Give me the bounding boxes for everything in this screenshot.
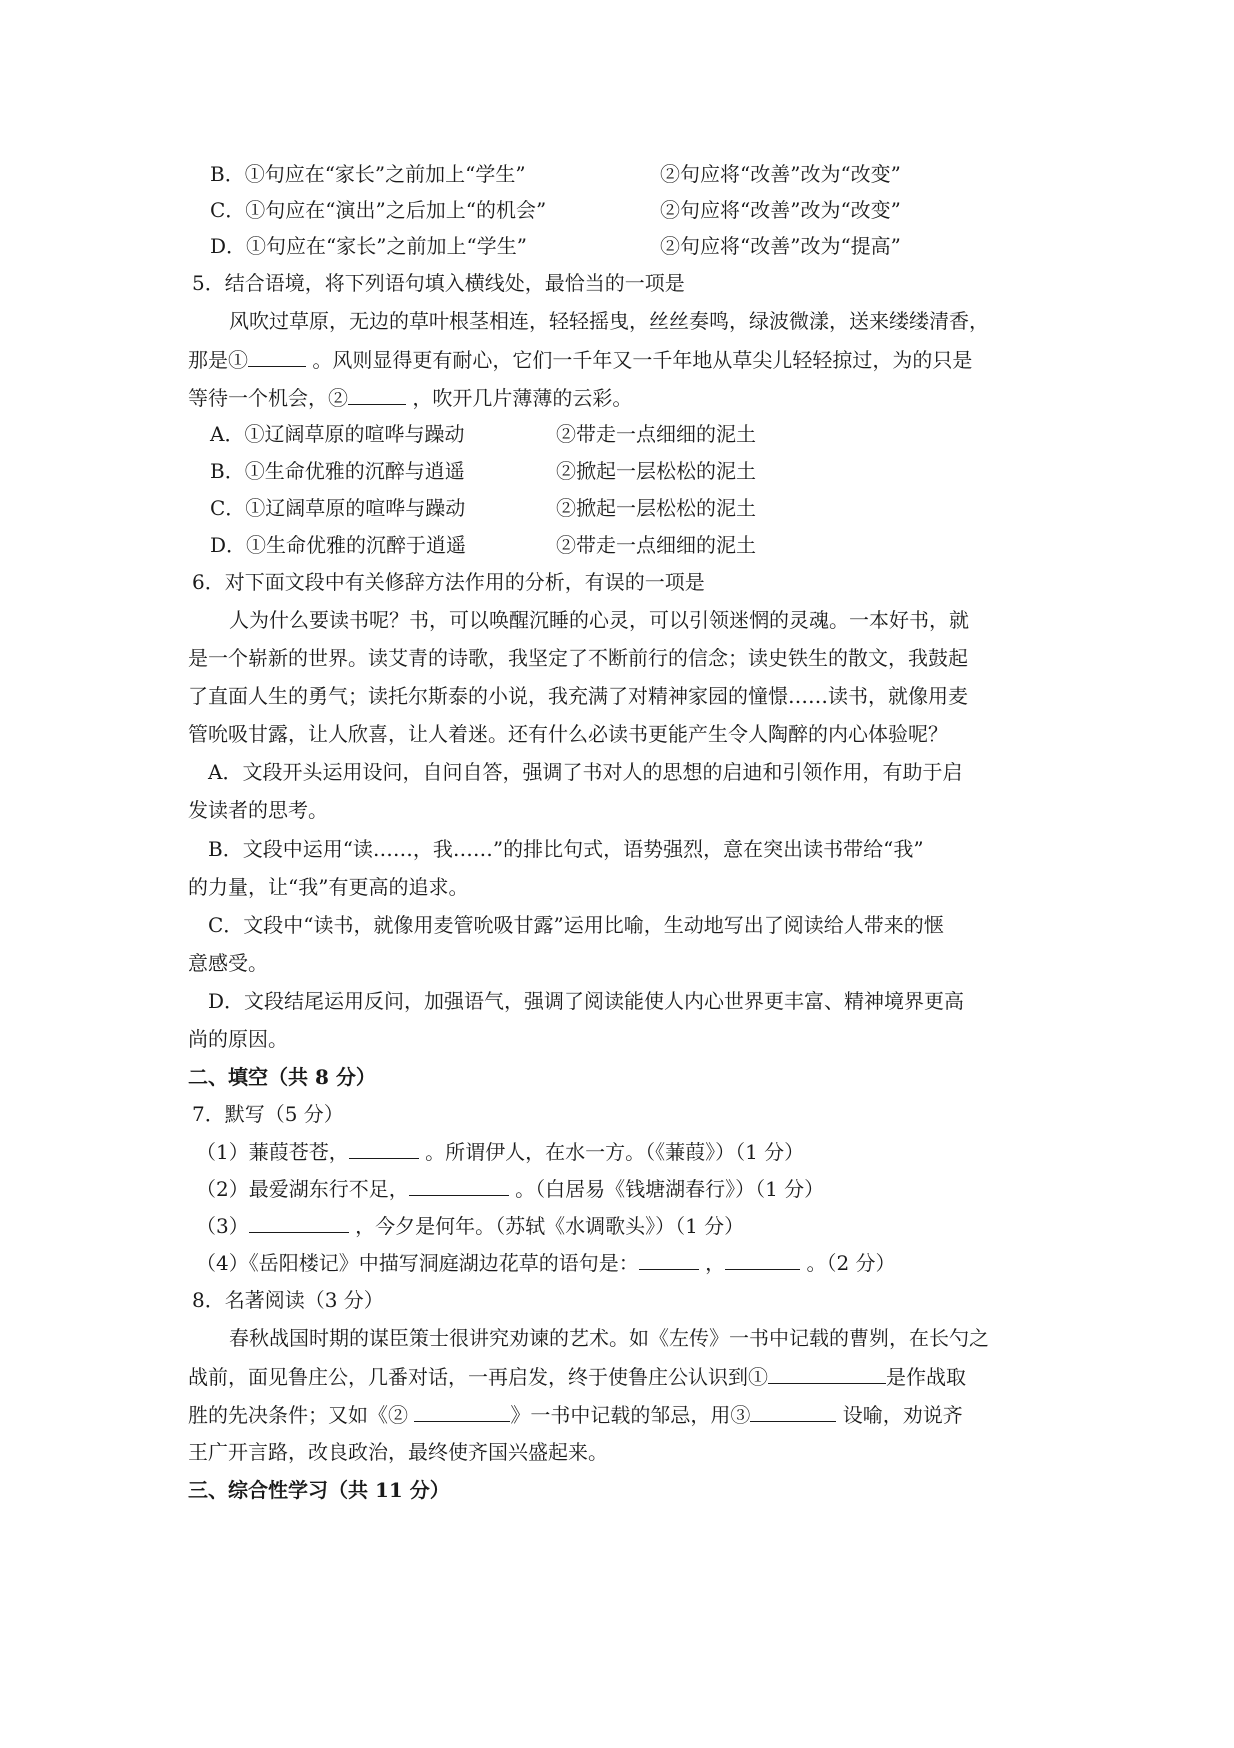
q4-option-b-second: ②句应将“改善”改为“改变” — [660, 162, 901, 186]
q5-stem: 5．结合语境，将下列语句填入横线处，最恰当的一项是 — [192, 271, 685, 295]
q7-item-1-start: （1）蒹葭苍苍， — [196, 1140, 349, 1164]
q6-passage-line3: 了直面人生的勇气；读托尔斯泰的小说，我充满了对精神家园的憧憬……读书，就像用麦 — [188, 684, 968, 708]
q5-passage-line1: 风吹过草原，无边的草叶根茎相连，轻轻摇曳，丝丝奏鸣，绿波微漾，送来缕缕清香， — [229, 309, 989, 333]
q5-passage-line3 — [188, 384, 632, 411]
q7-item-4 — [196, 1249, 896, 1276]
q6-passage-line2: 是一个崭新的世界。读艾青的诗歌，我坚定了不断前行的信念；读史铁生的散文，我鼓起 — [188, 646, 968, 670]
q5-option-c-second: ②掀起一层松松的泥土 — [556, 496, 756, 520]
q5-option-d-second: ②带走一点细细的泥土 — [556, 533, 756, 557]
q5-option-a-second: ②带走一点细细的泥土 — [556, 422, 756, 446]
q7-item-4-start: （4）《岳阳楼记》中描写洞庭湖边花草的语句是： — [196, 1251, 639, 1275]
q5-blank-2 — [348, 384, 406, 405]
q8-blank-3 — [750, 1401, 836, 1422]
q5-option-b-first: B．①生命优雅的沉醉与逍遥 — [210, 459, 465, 483]
q7-item-2-start: （2）最爱湖东行不足， — [196, 1177, 409, 1201]
q5-option-d-first: D．①生命优雅的沉醉于逍遥 — [210, 533, 467, 557]
q7-item-2-end: 。（白居易《钱塘湖春行》）（1 分） — [515, 1177, 825, 1201]
section-2-heading: 二、填空（共 8 分） — [188, 1065, 376, 1089]
q7-blank-3 — [249, 1212, 349, 1233]
q7-item-3 — [196, 1212, 744, 1239]
q5-option-d — [210, 532, 756, 558]
q7-item-2 — [196, 1175, 824, 1202]
q8-passage-line4: 王广开言路，改良政治，最终使齐国兴盛起来。 — [188, 1440, 608, 1464]
q6-option-d-line1: D．文段结尾运用反问，加强语气，强调了阅读能使人内心世界更丰富、精神境界更高 — [208, 989, 965, 1013]
q5-p3-start: 等待一个机会，② — [188, 386, 348, 410]
q7-item-4-end: 。（2 分） — [806, 1251, 896, 1275]
q4-option-c-second: ②句应将“改善”改为“改变” — [660, 198, 901, 222]
q5-option-b — [210, 458, 756, 484]
q8-passage-line2 — [188, 1363, 966, 1390]
q8-passage-line3 — [188, 1401, 963, 1428]
q8-p2-end: 是作战取 — [886, 1365, 966, 1389]
q7-blank-2 — [409, 1175, 509, 1196]
q8-blank-1 — [768, 1363, 886, 1384]
q8-p3-mid: 》一书中记载的邹忌，用③ — [510, 1403, 751, 1427]
q7-stem: 7．默写（5 分） — [192, 1102, 344, 1126]
q8-blank-2 — [414, 1401, 510, 1422]
q5-option-a — [210, 421, 756, 447]
q7-item-3-end: ，今夕是何年。（苏轼《水调歌头》）（1 分） — [355, 1214, 745, 1238]
q5-option-c — [210, 495, 756, 521]
q4-option-d — [210, 233, 901, 259]
q5-p2-end: 。风则显得更有耐心，它们一千年又一千年地从草尖儿轻轻掠过，为的只是 — [312, 348, 973, 372]
q4-option-b — [210, 161, 901, 187]
q5-blank-1 — [248, 346, 306, 367]
q5-option-b-second: ②掀起一层松松的泥土 — [556, 459, 756, 483]
q5-p2-start: 那是① — [188, 348, 248, 372]
q7-blank-4b — [725, 1249, 800, 1270]
section-3-heading: 三、综合性学习（共 11 分） — [188, 1478, 450, 1502]
q6-stem: 6．对下面文段中有关修辞方法作用的分析，有误的一项是 — [192, 570, 705, 594]
q7-item-1 — [196, 1138, 804, 1165]
q6-option-a-line1: A．文段开头运用设问，自问自答，强调了书对人的思想的启迪和引领作用，有助于启 — [208, 760, 963, 784]
q8-p3-end: 设喻，劝说齐 — [842, 1403, 963, 1427]
q4-option-c-first: C．①句应在“演出”之后加上“的机会” — [210, 198, 547, 222]
q6-option-b-line2: 的力量，让“我”有更高的追求。 — [188, 875, 469, 899]
q7-blank-1 — [349, 1138, 419, 1159]
q8-p2-start: 战前，面见鲁庄公，几番对话，一再启发，终于使鲁庄公认识到① — [188, 1365, 768, 1389]
q5-p3-end: ，吹开几片薄薄的云彩。 — [412, 386, 633, 410]
q7-item-4-comma: ， — [705, 1251, 726, 1275]
q4-option-d-second: ②句应将“改善”改为“提高” — [660, 234, 901, 258]
q6-option-a-line2: 发读者的思考。 — [188, 798, 328, 822]
q5-option-c-first: C．①辽阔草原的喧哗与躁动 — [210, 496, 466, 520]
q8-passage-line1: 春秋战国时期的谋臣策士很讲究劝谏的艺术。如《左传》一书中记载的曹刿，在长勺之 — [229, 1326, 989, 1350]
q6-passage-line1: 人为什么要读书呢？书，可以唤醒沉睡的心灵，可以引领迷惘的灵魂。一本好书，就 — [229, 608, 969, 632]
q4-option-d-first: D．①句应在“家长”之前加上“学生” — [210, 234, 527, 258]
q7-blank-4a — [639, 1249, 699, 1270]
q6-option-b-line1: B．文段中运用“读……，我……”的排比句式，语势强烈，意在突出读书带给“我” — [208, 837, 924, 861]
q8-stem: 8．名著阅读（3 分） — [192, 1288, 384, 1312]
q8-p3-start: 胜的先决条件；又如《② — [188, 1403, 408, 1427]
q6-option-c-line1: C．文段中“读书，就像用麦管吮吸甘露”运用比喻，生动地写出了阅读给人带来的惬 — [208, 913, 944, 937]
q6-option-c-line2: 意感受。 — [188, 951, 268, 975]
q7-item-3-start: （3） — [196, 1214, 249, 1238]
q4-option-c — [210, 197, 901, 223]
q5-passage-line2 — [188, 346, 972, 373]
q7-item-1-end: 。所谓伊人，在水一方。（《蒹葭》）（1 分） — [425, 1140, 805, 1164]
q6-option-d-line2: 尚的原因。 — [188, 1027, 288, 1051]
q5-option-a-first: A．①辽阔草原的喧哗与躁动 — [210, 422, 465, 446]
q6-passage-line4: 管吮吸甘露，让人欣喜，让人着迷。还有什么必读书更能产生令人陶醉的内心体验呢？ — [188, 722, 948, 746]
q4-option-b-first: B．①句应在“家长”之前加上“学生” — [210, 162, 526, 186]
